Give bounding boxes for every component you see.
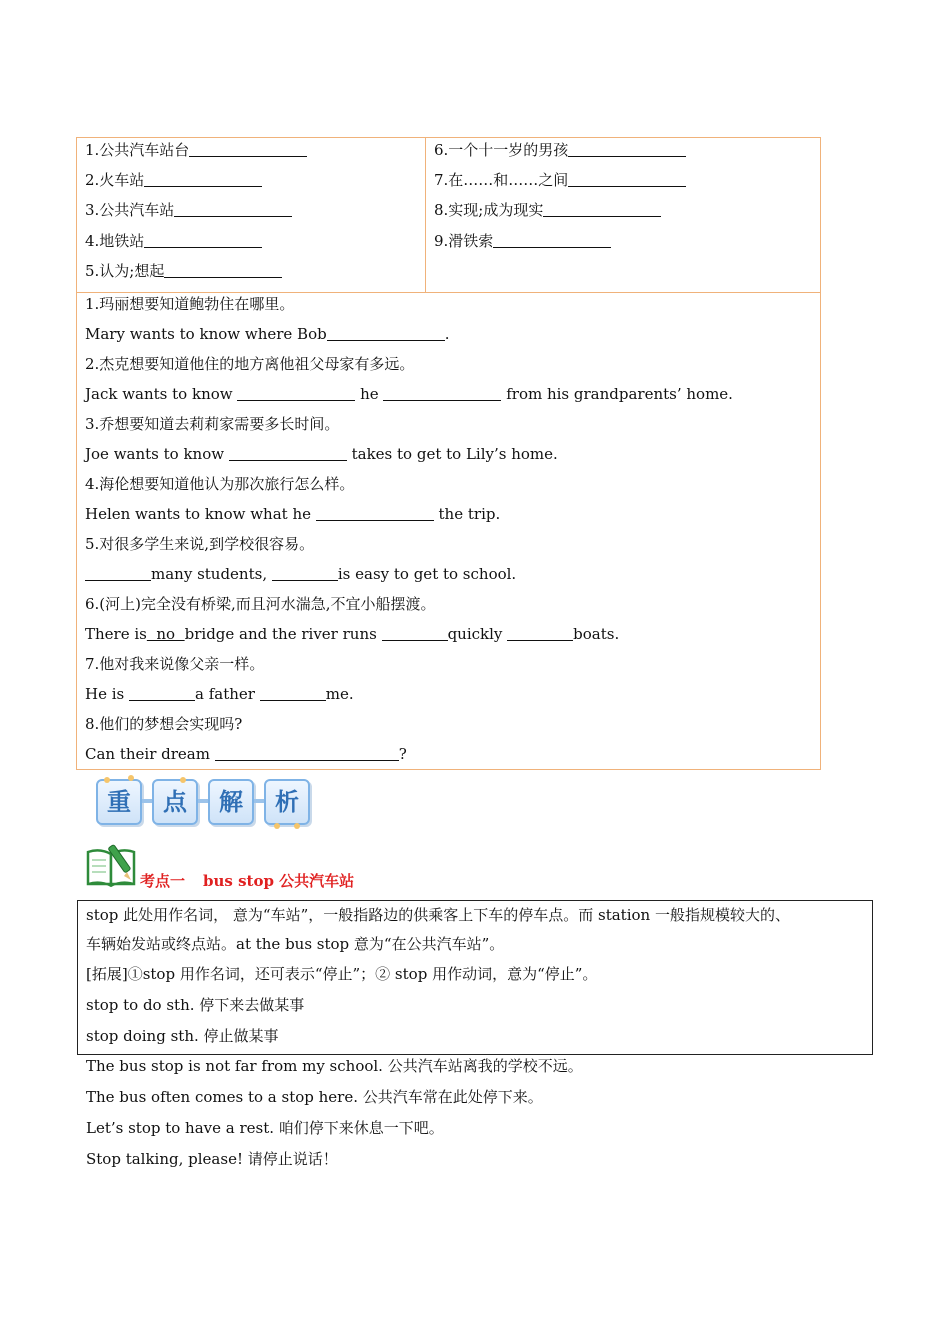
answer-blank[interactable] — [215, 742, 399, 761]
answer-blank[interactable] — [129, 682, 195, 701]
answer-blank[interactable] — [327, 322, 445, 341]
answer-blank[interactable] — [164, 259, 282, 278]
answer-blank[interactable] — [543, 198, 661, 217]
phrase-item: 6.一个十一岁的男孩 — [434, 135, 686, 165]
badge-connector — [254, 799, 264, 803]
badge-tile: 重 — [96, 779, 142, 825]
sentence-chinese: 8.他们的梦想会实现吗? — [85, 715, 243, 733]
answer-blank[interactable] — [237, 382, 355, 401]
badge-connector — [142, 799, 152, 803]
sentence-chinese: 6.(河上)完全没有桥梁,而且河水湍急,不宜小船摆渡。 — [85, 595, 436, 613]
phrase-column-left — [77, 138, 426, 292]
answer-blank[interactable] — [85, 562, 151, 581]
phrase-item: 9.滑铁索 — [434, 226, 611, 256]
answer-blank[interactable] — [272, 562, 338, 581]
filled-answer: no — [146, 625, 185, 643]
section-label: 考点一 — [140, 872, 186, 890]
example-sentence: The bus stop is not far from my school. 公共汽车站离我的学校不远。 — [86, 1057, 583, 1075]
sparkle-icon — [274, 823, 280, 829]
phrase-item: 5.认为;想起 — [85, 256, 282, 286]
badge-tile: 解 — [208, 779, 254, 825]
sentence-chinese: 3.乔想要知道去莉莉家需要多长时间。 — [85, 415, 340, 433]
answer-blank[interactable] — [229, 442, 347, 461]
explanation-text: stop doing sth. 停止做某事 — [86, 1027, 279, 1045]
sentence-english: He is a father me. — [85, 679, 354, 709]
phrase-item: 8.实现;成为现实 — [434, 195, 661, 225]
key-analysis-badge — [94, 777, 314, 829]
sentence-section — [77, 293, 820, 769]
answer-blank[interactable] — [174, 198, 292, 217]
section-heading — [140, 869, 354, 893]
explanation-text: stop 此处用作名词， 意为“车站”，一般指路边的供乘客上下车的停车点。而 station 一般指规模较大的、 — [86, 906, 790, 924]
sentence-english: Mary wants to know where Bob . — [85, 319, 450, 349]
answer-blank[interactable] — [383, 382, 501, 401]
sparkle-icon — [294, 823, 300, 829]
sentence-english: Jack wants to know he from his grandparents’ home. — [85, 379, 733, 409]
badge-tile: 析 — [264, 779, 310, 825]
sentence-chinese: 5.对很多学生来说,到学校很容易。 — [85, 535, 315, 553]
sentence-chinese: 2.杰克想要知道他住的地方离他祖父母家有多远。 — [85, 355, 415, 373]
answer-blank[interactable] — [260, 682, 326, 701]
sentence-english: There is no bridge and the river runs quickly boats. — [85, 619, 619, 649]
phrase-row — [77, 138, 820, 293]
sentence-english: many students, is easy to get to school. — [85, 559, 516, 589]
explanation-text: stop to do sth. 停下来去做某事 — [86, 996, 305, 1014]
phrase-item: 3.公共汽车站 — [85, 195, 292, 225]
answer-blank[interactable] — [382, 622, 448, 641]
phrase-item: 2.火车站 — [85, 165, 262, 195]
answer-blank[interactable] — [189, 138, 307, 157]
example-sentence: The bus often comes to a stop here. 公共汽车常在此处停下来。 — [86, 1088, 543, 1106]
sparkle-icon — [104, 777, 110, 783]
sentence-english: Can their dream ? — [85, 739, 407, 769]
badge-tile: 点 — [152, 779, 198, 825]
phrase-item: 4.地铁站 — [85, 226, 262, 256]
sentence-chinese: 4.海伦想要知道他认为那次旅行怎么样。 — [85, 475, 355, 493]
example-sentence: Let’s stop to have a rest. 咱们停下来休息一下吧。 — [86, 1119, 444, 1137]
answer-blank[interactable] — [568, 138, 686, 157]
badge-connector — [198, 799, 208, 803]
answer-blank[interactable] — [144, 168, 262, 187]
example-sentence: Stop talking, please! 请停止说话！ — [86, 1150, 338, 1168]
vocab-table — [76, 137, 821, 770]
sparkle-icon — [180, 777, 186, 783]
answer-blank[interactable] — [316, 502, 434, 521]
phrase-item: 1.公共汽车站台 — [85, 135, 307, 165]
phrase-item: 7.在……和……之间 — [434, 165, 686, 195]
explanation-text: 车辆始发站或终点站。at the bus stop 意为“在公共汽车站”。 — [86, 935, 505, 953]
sentence-chinese: 7.他对我来说像父亲一样。 — [85, 655, 265, 673]
section-title: bus stop 公共汽车站 — [203, 872, 355, 890]
sentence-chinese: 1.玛丽想要知道鲍勃住在哪里。 — [85, 295, 295, 313]
answer-blank[interactable] — [507, 622, 573, 641]
sparkle-icon — [128, 775, 134, 781]
answer-blank[interactable] — [144, 229, 262, 248]
answer-blank[interactable] — [568, 168, 686, 187]
book-pen-icon — [86, 842, 138, 888]
sentence-english: Joe wants to know takes to get to Lily’s home. — [85, 439, 558, 469]
phrase-column-right — [426, 138, 820, 292]
explanation-box — [77, 900, 873, 1055]
sentence-english: Helen wants to know what he the trip. — [85, 499, 500, 529]
explanation-text: [拓展]①stop 用作名词，还可表示“停止”；② stop 用作动词，意为“停止”。 — [86, 965, 598, 983]
answer-blank[interactable] — [493, 229, 611, 248]
